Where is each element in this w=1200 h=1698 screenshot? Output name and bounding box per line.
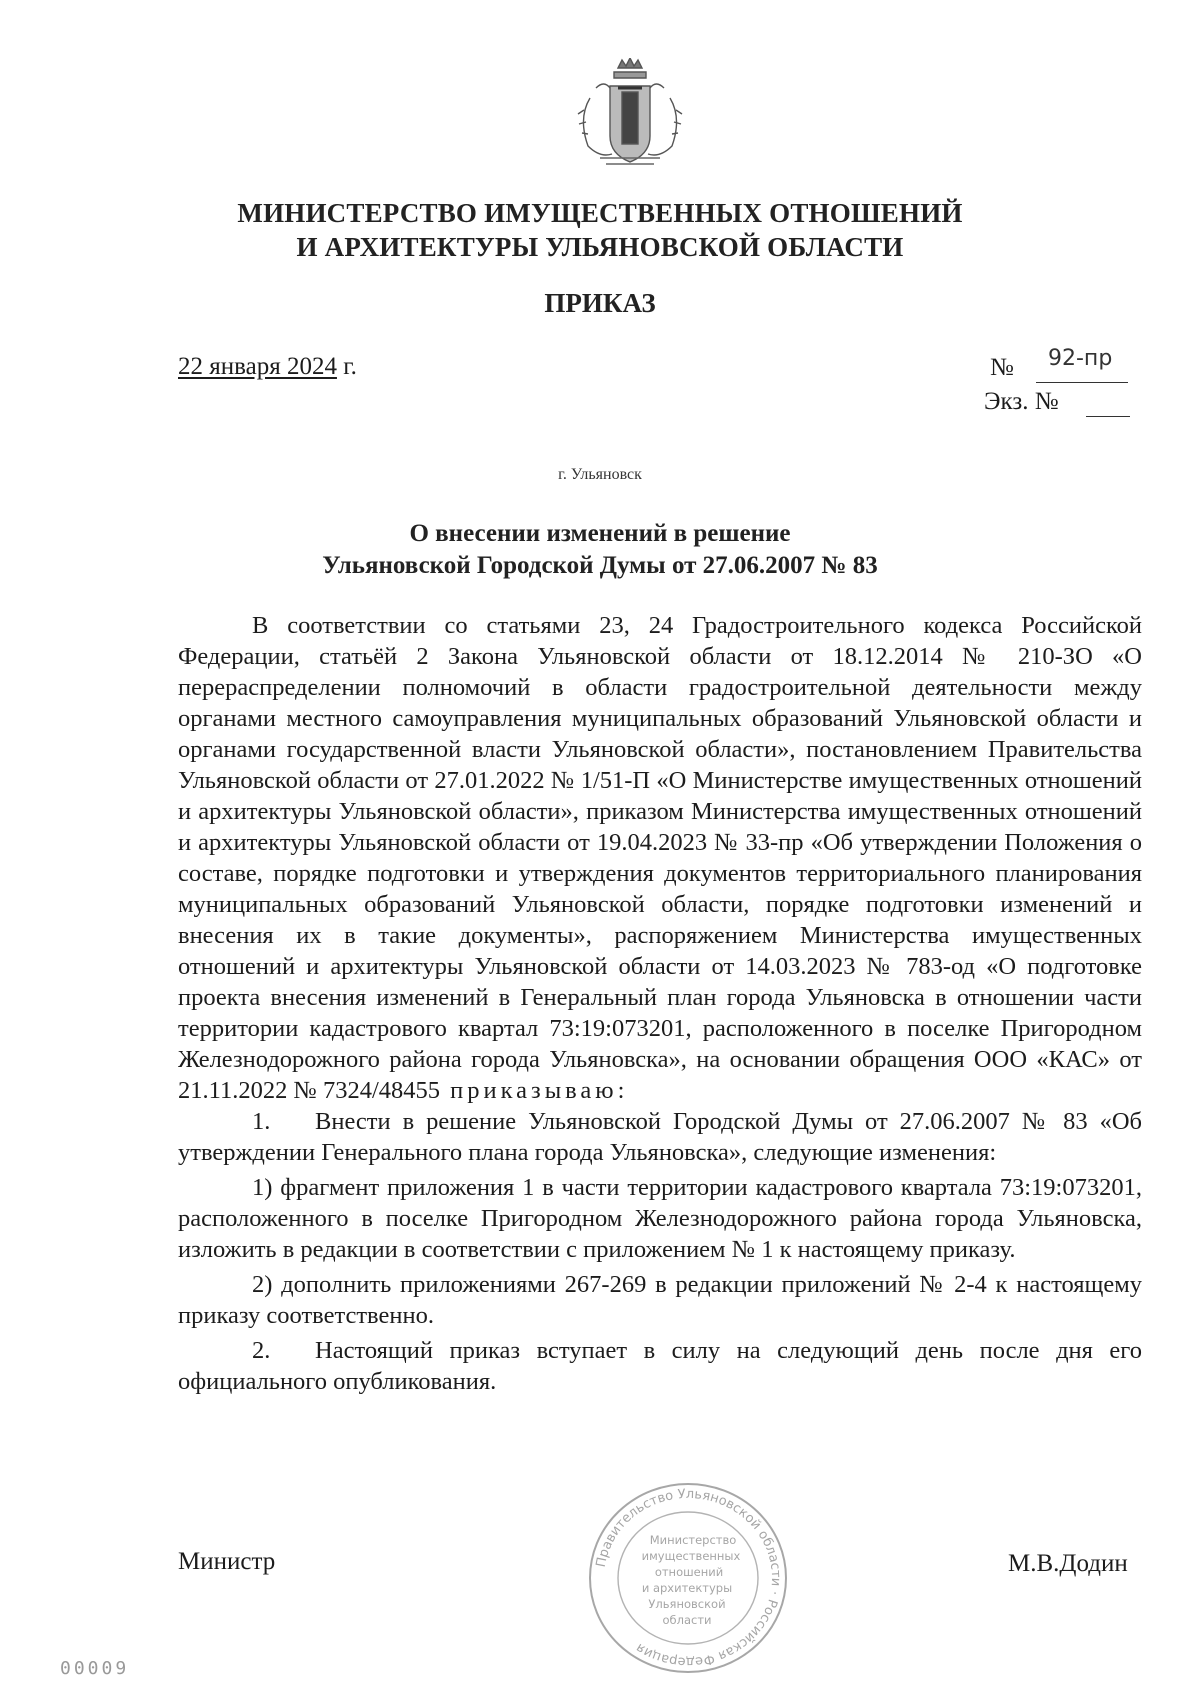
order-body [178,610,1142,1397]
stamp-line-4: и архитектуры [641,1581,733,1595]
ministry-name-line2: И АРХИТЕКТУРЫ УЛЬЯНОВСКОЙ ОБЛАСТИ [296,232,904,262]
item-2-text: Настоящий приказ вступает в силу на следующий день после дня его официального опубликования. [178,1337,1142,1395]
subitem-1: 1) фрагмент приложения 1 в части территории кадастрового квартала 73:19:073201, расположенного в поселке Пригородном Железнодорожного района города Ульяновска, изложить в редакции в соответствии с приложением № 1 к настоящему приказу. [178,1174,1142,1263]
document-type-heading: ПРИКАЗ [544,288,656,318]
subitem-2: 2) дополнить приложениями 267-269 в редакции приложений № 2-4 к настоящему приказу соответственно. [178,1271,1142,1329]
order-date [178,352,357,382]
order-title-line1: О внесении изменений в решение [409,520,791,547]
ministry-name-line1: МИНИСТЕРСТВО ИМУЩЕСТВЕННЫХ ОТНОШЕНИЙ [237,198,963,228]
order-date-suffix: г. [336,353,357,380]
preamble-text: В соответствии со статьями 23, 24 Градостроительного кодекса Российской Федерации, статьёй 2 Закона Ульяновской области от 18.12.2014 № 210-ЗО «О перераспределении полномочий в области градостроительной деятельности между органами местного самоуправления муниципальных образований Ульяновской области и органами государственной власти Ульяновской области», постановлением Правительства Ульяновской области от 27.01.2022 № 1/51-П «О Министерстве имущественных отношений и архитектуры Ульяновской области», приказом Министерства имущественных отношений и архитектуры Ульяновской области от 19.04.2023 № 33-пр «Об утверждении Положения о составе, порядке подготовки и утверждения документов территориального планирования муниципальных образований Ульяновской области, порядке подготовки изменений и внесения их в такие документы», распоряжением Министерства имущественных отношений и архитектуры Ульяновской области от 14.03.2023 № 783-од «О подготовке проекта внесения изменений в Генеральный план города Ульяновска в отношении части территории кадастрового квартал 73:19:073201, расположенного в поселке Пригородном Железнодорожного района города Ульяновска», на основании обращения ООО «КАС» от 21.11.2022 № 7324/48455 [178,612,1142,1104]
item-1-text: Внести в решение Ульяновской Городской Думы от 27.06.2007 № 83 «Об утверждении Генерального плана города Ульяновска», следующие изменения: [178,1108,1142,1166]
item-2-number: 2. [252,1337,271,1364]
copy-number-label: Экз. № [984,388,1059,415]
stamp-line-5: Ульяновской [648,1597,726,1611]
city-name: г. Ульяновск [558,466,642,483]
signatory-position: Министр [178,1548,276,1575]
stamp-line-2: имущественных [641,1549,741,1563]
document-serial-number: 00009 [60,1658,130,1679]
order-number-block [984,346,1150,426]
preamble-paragraph [178,610,1142,1106]
order-number-value: 92-пр [1048,346,1113,371]
item-1-number: 1. [252,1108,271,1135]
copy-number-underline [1086,416,1130,417]
order-date-value: 22 января 2024 [178,353,337,380]
order-title-line2: Ульяновской Городской Думы от 27.06.2007 № 83 [322,552,878,579]
order-number-underline [1036,382,1128,383]
stamp-line-1: Министерство [649,1533,737,1547]
preamble-directive: приказываю: [440,1077,629,1104]
stamp-line-6: области [662,1613,712,1627]
coat-of-arms-emblem [570,58,690,173]
official-stamp [583,1478,793,1678]
stamp-ring-text: Правительство Ульяновской области · Российская Федерация [593,1486,784,1670]
signatory-name: М.В.Додин [1008,1550,1128,1577]
stamp-line-3: отношений [654,1565,724,1579]
order-number-label: № [990,354,1014,381]
